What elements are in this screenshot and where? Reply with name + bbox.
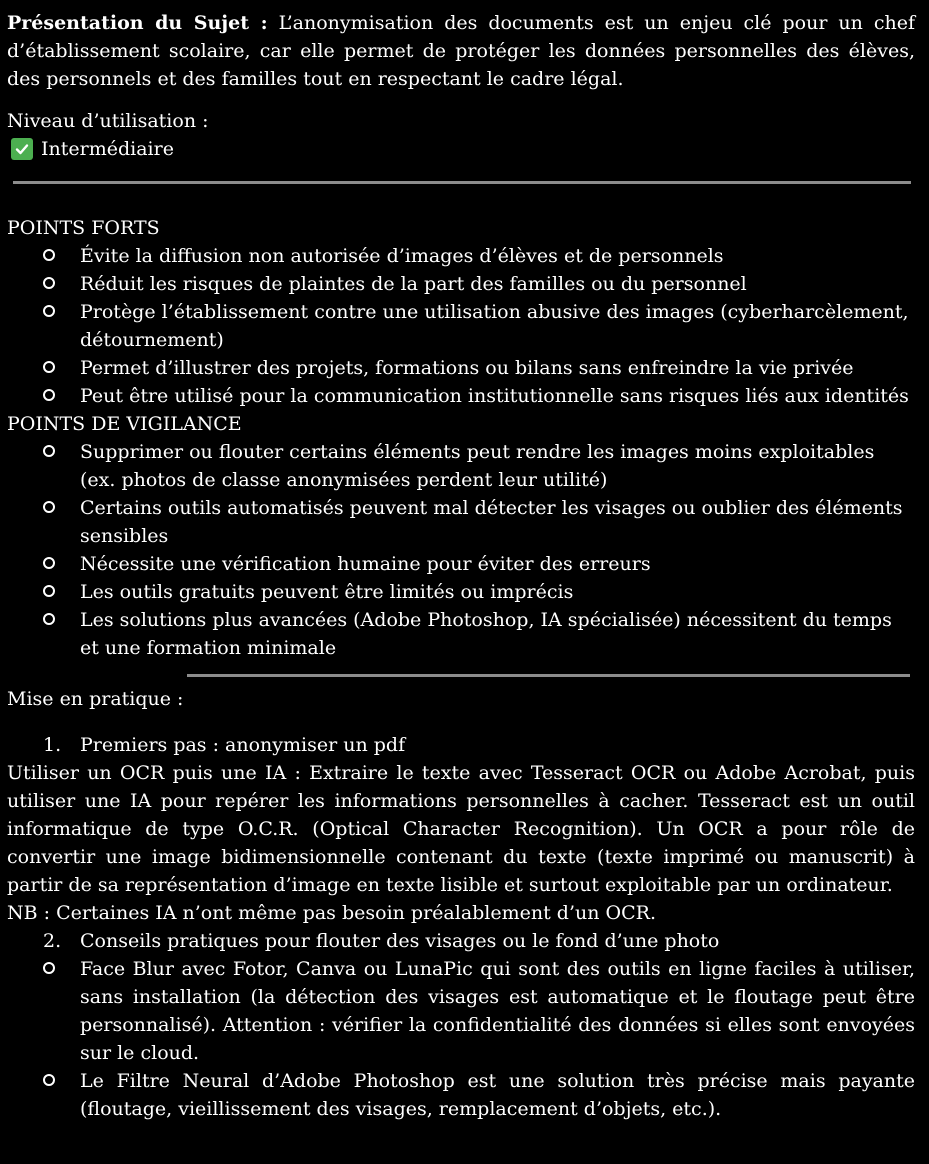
- section-divider: [187, 674, 910, 677]
- step2-number: 2.: [43, 930, 62, 952]
- vigilance-title: POINTS DE VIGILANCE: [7, 413, 242, 435]
- list-item: Face Blur avec Fotor, Canva ou LunaPic qui sont des outils en ligne faciles à utiliser, sans installation (la détection des visages est automatique et le floutage peut être personnalisé). Attention : vérifier la confidentialité des données si elles sont envoyées sur le cloud.: [7, 955, 915, 1067]
- practice-title: Mise en pratique :: [7, 688, 184, 710]
- check-mark-icon: [11, 138, 33, 160]
- list-item: Les outils gratuits peuvent être limités ou imprécis: [7, 578, 915, 606]
- list-item: Évite la diffusion non autorisée d’images d’élèves et de personnels: [7, 242, 915, 270]
- section-divider: [13, 181, 911, 184]
- circle-bullet-icon: [43, 613, 55, 625]
- intro-heading: Présentation du Sujet :: [7, 12, 268, 34]
- list-item: Réduit les risques de plaintes de la part des familles ou du personnel: [7, 270, 915, 298]
- step1-heading: [7, 731, 915, 759]
- vigilance-list: [7, 438, 915, 662]
- list-item: Supprimer ou flouter certains éléments peut rendre les images moins exploitables (ex. photos de classe anonymisées perdent leur utilité): [7, 438, 915, 494]
- circle-bullet-icon: [43, 445, 55, 457]
- step1-note: NB : Certaines IA n’ont même pas besoin préalablement d’un OCR.: [7, 902, 656, 924]
- list-item: Permet d’illustrer des projets, formations ou bilans sans enfreindre la vie privée: [7, 354, 915, 382]
- intro-paragraph: [7, 9, 915, 93]
- list-item: Nécessite une vérification humaine pour éviter des erreurs: [7, 550, 915, 578]
- circle-bullet-icon: [43, 1074, 55, 1086]
- circle-bullet-icon: [43, 361, 55, 373]
- step2-heading: [7, 927, 915, 955]
- circle-bullet-icon: [43, 249, 55, 261]
- step2-title: Conseils pratiques pour flouter des visages ou le fond d’une photo: [80, 930, 720, 952]
- level-row: [7, 135, 915, 163]
- circle-bullet-icon: [43, 962, 55, 974]
- circle-bullet-icon: [43, 557, 55, 569]
- circle-bullet-icon: [43, 305, 55, 317]
- circle-bullet-icon: [43, 389, 55, 401]
- circle-bullet-icon: [43, 501, 55, 513]
- list-item: Le Filtre Neural d’Adobe Photoshop est une solution très précise mais payante (floutage, vieillissement des visages, remplacement d’objets, etc.).: [7, 1067, 915, 1123]
- strengths-title: POINTS FORTS: [7, 217, 160, 239]
- list-item: Peut être utilisé pour la communication institutionnelle sans risques liés aux identités: [7, 382, 915, 410]
- list-item: Protège l’établissement contre une utilisation abusive des images (cyberharcèlement, détournement): [7, 298, 915, 354]
- strengths-list: [7, 242, 915, 410]
- step1-paragraph: Utiliser un OCR puis une IA : Extraire le texte avec Tesseract OCR ou Adobe Acrobat, puis utiliser une IA pour repérer les informations personnelles à cacher. Tesseract est un outil informatique de type O.C.R. (Optical Character Recognition). Un OCR a pour rôle de convertir une image bidimensionnelle contenant du texte (texte imprimé ou manuscrit) à partir de sa représentation d’image en texte lisible et surtout exploitable par un ordinateur.: [7, 762, 915, 896]
- intro-text: L’anonymisation des documents est un enjeu clé pour un chef d’établissement scolaire, car elle permet de protéger les données personnelles des élèves, des personnels et des familles tout en respectant le cadre légal.: [7, 12, 915, 90]
- step2-list: [7, 955, 915, 1123]
- level-label: Niveau d’utilisation :: [7, 110, 209, 132]
- step1-number: 1.: [43, 734, 62, 756]
- circle-bullet-icon: [43, 277, 55, 289]
- list-item: Les solutions plus avancées (Adobe Photoshop, IA spécialisée) nécessitent du temps et une formation minimale: [7, 606, 915, 662]
- circle-bullet-icon: [43, 585, 55, 597]
- list-item: Certains outils automatisés peuvent mal détecter les visages ou oublier des éléments sensibles: [7, 494, 915, 550]
- step1-title: Premiers pas : anonymiser un pdf: [80, 734, 406, 756]
- level-value: Intermédiaire: [41, 138, 174, 160]
